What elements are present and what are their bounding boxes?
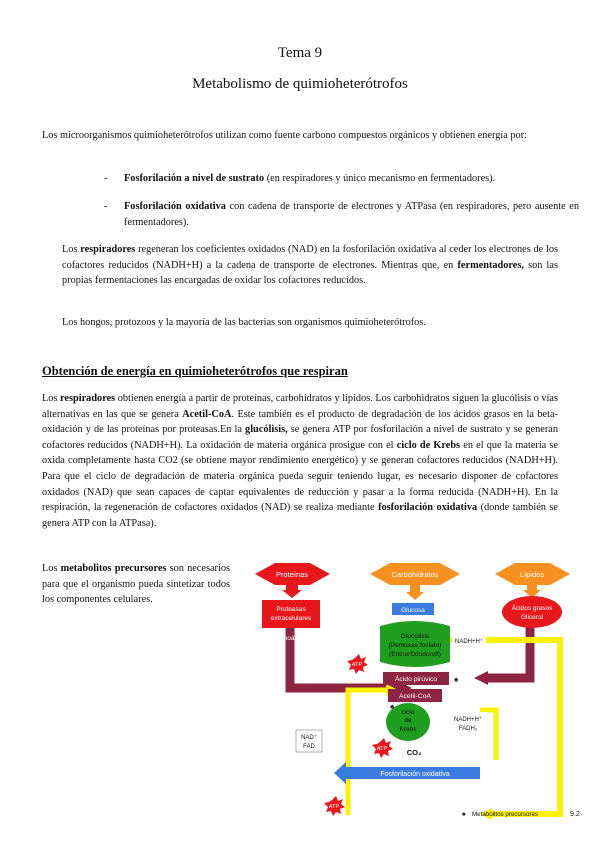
bullet-term: Fosforilación oxidativa <box>124 201 226 212</box>
atp-label: ATP <box>376 746 388 752</box>
bullet-item <box>104 199 579 233</box>
organisms-paragraph: Los hongos, protozoos y la mayoría de las bacterias son organismos quimioheterótrofos. <box>62 317 426 328</box>
text: Los <box>42 563 61 574</box>
bullet-dash: - <box>104 173 108 184</box>
pyruvic-label: Ácido pirúvico <box>394 676 438 683</box>
text: regeneran los coeficientes oxidados (NAD) en la fosforilación oxidativa al ceder los electrones de los cofactores reducidos (NADH+H) a la cadena de transporte de electrones. Mientras que, en <box>62 244 558 271</box>
text: . Este también es el producto de degradación de los ácidos grasos en la beta-oxidación y de las proteínas por proteasas.En la <box>42 408 558 436</box>
bullet-dash: - <box>104 201 108 212</box>
metabolitos-paragraph <box>42 561 230 608</box>
term: ciclo de Krebs <box>396 439 461 451</box>
arrow-down <box>282 585 302 598</box>
term: Acetil-CoA <box>182 408 232 420</box>
text: son necesarios para que el organismo pueda sintetizar todos los componentes celulares. <box>42 563 230 606</box>
fatty-acids-label: Ácidos grasos <box>511 605 553 612</box>
legend-label: Metabolitos precursores <box>472 811 539 818</box>
entner-label: (EntnerDoudoroff) <box>389 651 441 658</box>
precursor-marker: ♠ <box>390 702 395 711</box>
oxphos-label: Fosforilación oxidativa <box>380 771 450 778</box>
page-title: Tema 9 <box>277 45 323 61</box>
glycerol-label: Glicerol <box>520 614 544 621</box>
text: Los <box>42 393 61 404</box>
co2-label: CO₂ <box>406 748 422 757</box>
bullet-term: Fosforilación a nivel de sustrato <box>124 173 265 184</box>
term: glucólisis, <box>245 424 288 436</box>
lipids-label: Lípidos <box>519 570 545 579</box>
acetyl-label: Acetil-CoA <box>398 693 432 700</box>
atp-label: ATP <box>351 662 363 668</box>
term: metabolitos precursores <box>60 563 167 574</box>
page-subtitle: Metabolismo de quimioheterótrofos <box>192 76 408 92</box>
krebs-label: de <box>404 717 412 724</box>
nad-label: NAD⁺ <box>301 735 317 741</box>
arrowhead <box>334 762 346 784</box>
text: obtienen energía a partir de proteínas, carbohidratos y lípidos. Los carbohidratos siguen la glucólisis o vías alternativas en las que se genera <box>42 393 558 420</box>
text: (donde también se genera ATP con la ATPasa). <box>42 502 558 529</box>
term-respiradores: respiradores <box>80 244 136 255</box>
bullet-text: con cadena de transporte de electrones y ATPasa (en respiradores, pero ausente en fermentadores). <box>124 201 579 228</box>
glucose-label: Glucosa <box>401 607 425 614</box>
arrow-down <box>406 585 424 600</box>
carbohydrates-label: Carbohidratos <box>391 570 439 579</box>
fatty-acids-circle <box>502 596 562 628</box>
krebs-label: ciclo <box>401 709 415 716</box>
text: Los <box>62 244 81 255</box>
bullet-item <box>104 171 579 189</box>
glycolysis-label: Glucolisis <box>400 633 430 640</box>
section-heading: Obtención de energía en quimioheterótrofos que respiran <box>42 364 348 378</box>
atp-label: ATP <box>328 804 340 810</box>
section-paragraph <box>42 391 558 531</box>
proteins-label: Proteínas <box>275 570 309 579</box>
fadh-label: FADH₂ <box>458 726 478 732</box>
krebs-label: Krebs <box>399 726 417 733</box>
arrowhead <box>474 671 488 685</box>
proteases-box <box>262 600 320 628</box>
bullet-text: (en respiradores y único mecanismo en fermentadores). <box>264 173 496 184</box>
precursor-marker: ♠ <box>454 675 459 684</box>
nadh-label: NADH+H⁺ <box>454 639 484 645</box>
metabolism-diagram <box>240 560 590 838</box>
proteases-label: extracelulares <box>270 615 312 622</box>
nadh-label: NADH+H⁺ <box>453 717 483 723</box>
intro-paragraph: Los microorganismos quimioheterótrofos utilizan como fuente carbono compuestos orgánicos y obtienen energía por: <box>42 130 527 141</box>
aminoacids-label: Aminoácidos <box>272 635 310 642</box>
fad-label: FAD <box>303 744 315 750</box>
figure-number: 9.2 <box>570 811 580 818</box>
precursor-marker: ♠ <box>462 811 466 818</box>
text: se genera ATP por fosforilación a nivel de sustrato y se generan cofactores reducidos (NADH+H). La oxidación de materia orgánica prosigue con el <box>42 424 558 451</box>
term: fosforilación oxidativa <box>378 502 478 514</box>
respiradores-paragraph <box>62 242 558 289</box>
pentose-label: (Pentosas fosfato) <box>388 642 442 649</box>
text: en el que la materia se oxida completamente hasta CO2 (se obtiene mayor rendimiento energético) y se generan cofactores reducidos (NADH+H). Para que el ciclo de degradación de materia orgánica pueda seguir teniendo lugar, es necesario disponer de cofactores oxidados (NAD) que sean capaces de captar equivalentes de reducción y pasar a la forma reducida (NADH+H). En la respiración, la regeneración de cofactores oxidados (NAD) se realiza mediante <box>42 439 559 514</box>
text: son las propias fermentaciones las encargadas de oxidar los cofactores reducidos. <box>62 259 558 287</box>
proteases-label: Proteasas <box>276 606 306 613</box>
term: respiradores <box>60 393 116 404</box>
term-fermentadores: fermentadores, <box>457 259 524 271</box>
